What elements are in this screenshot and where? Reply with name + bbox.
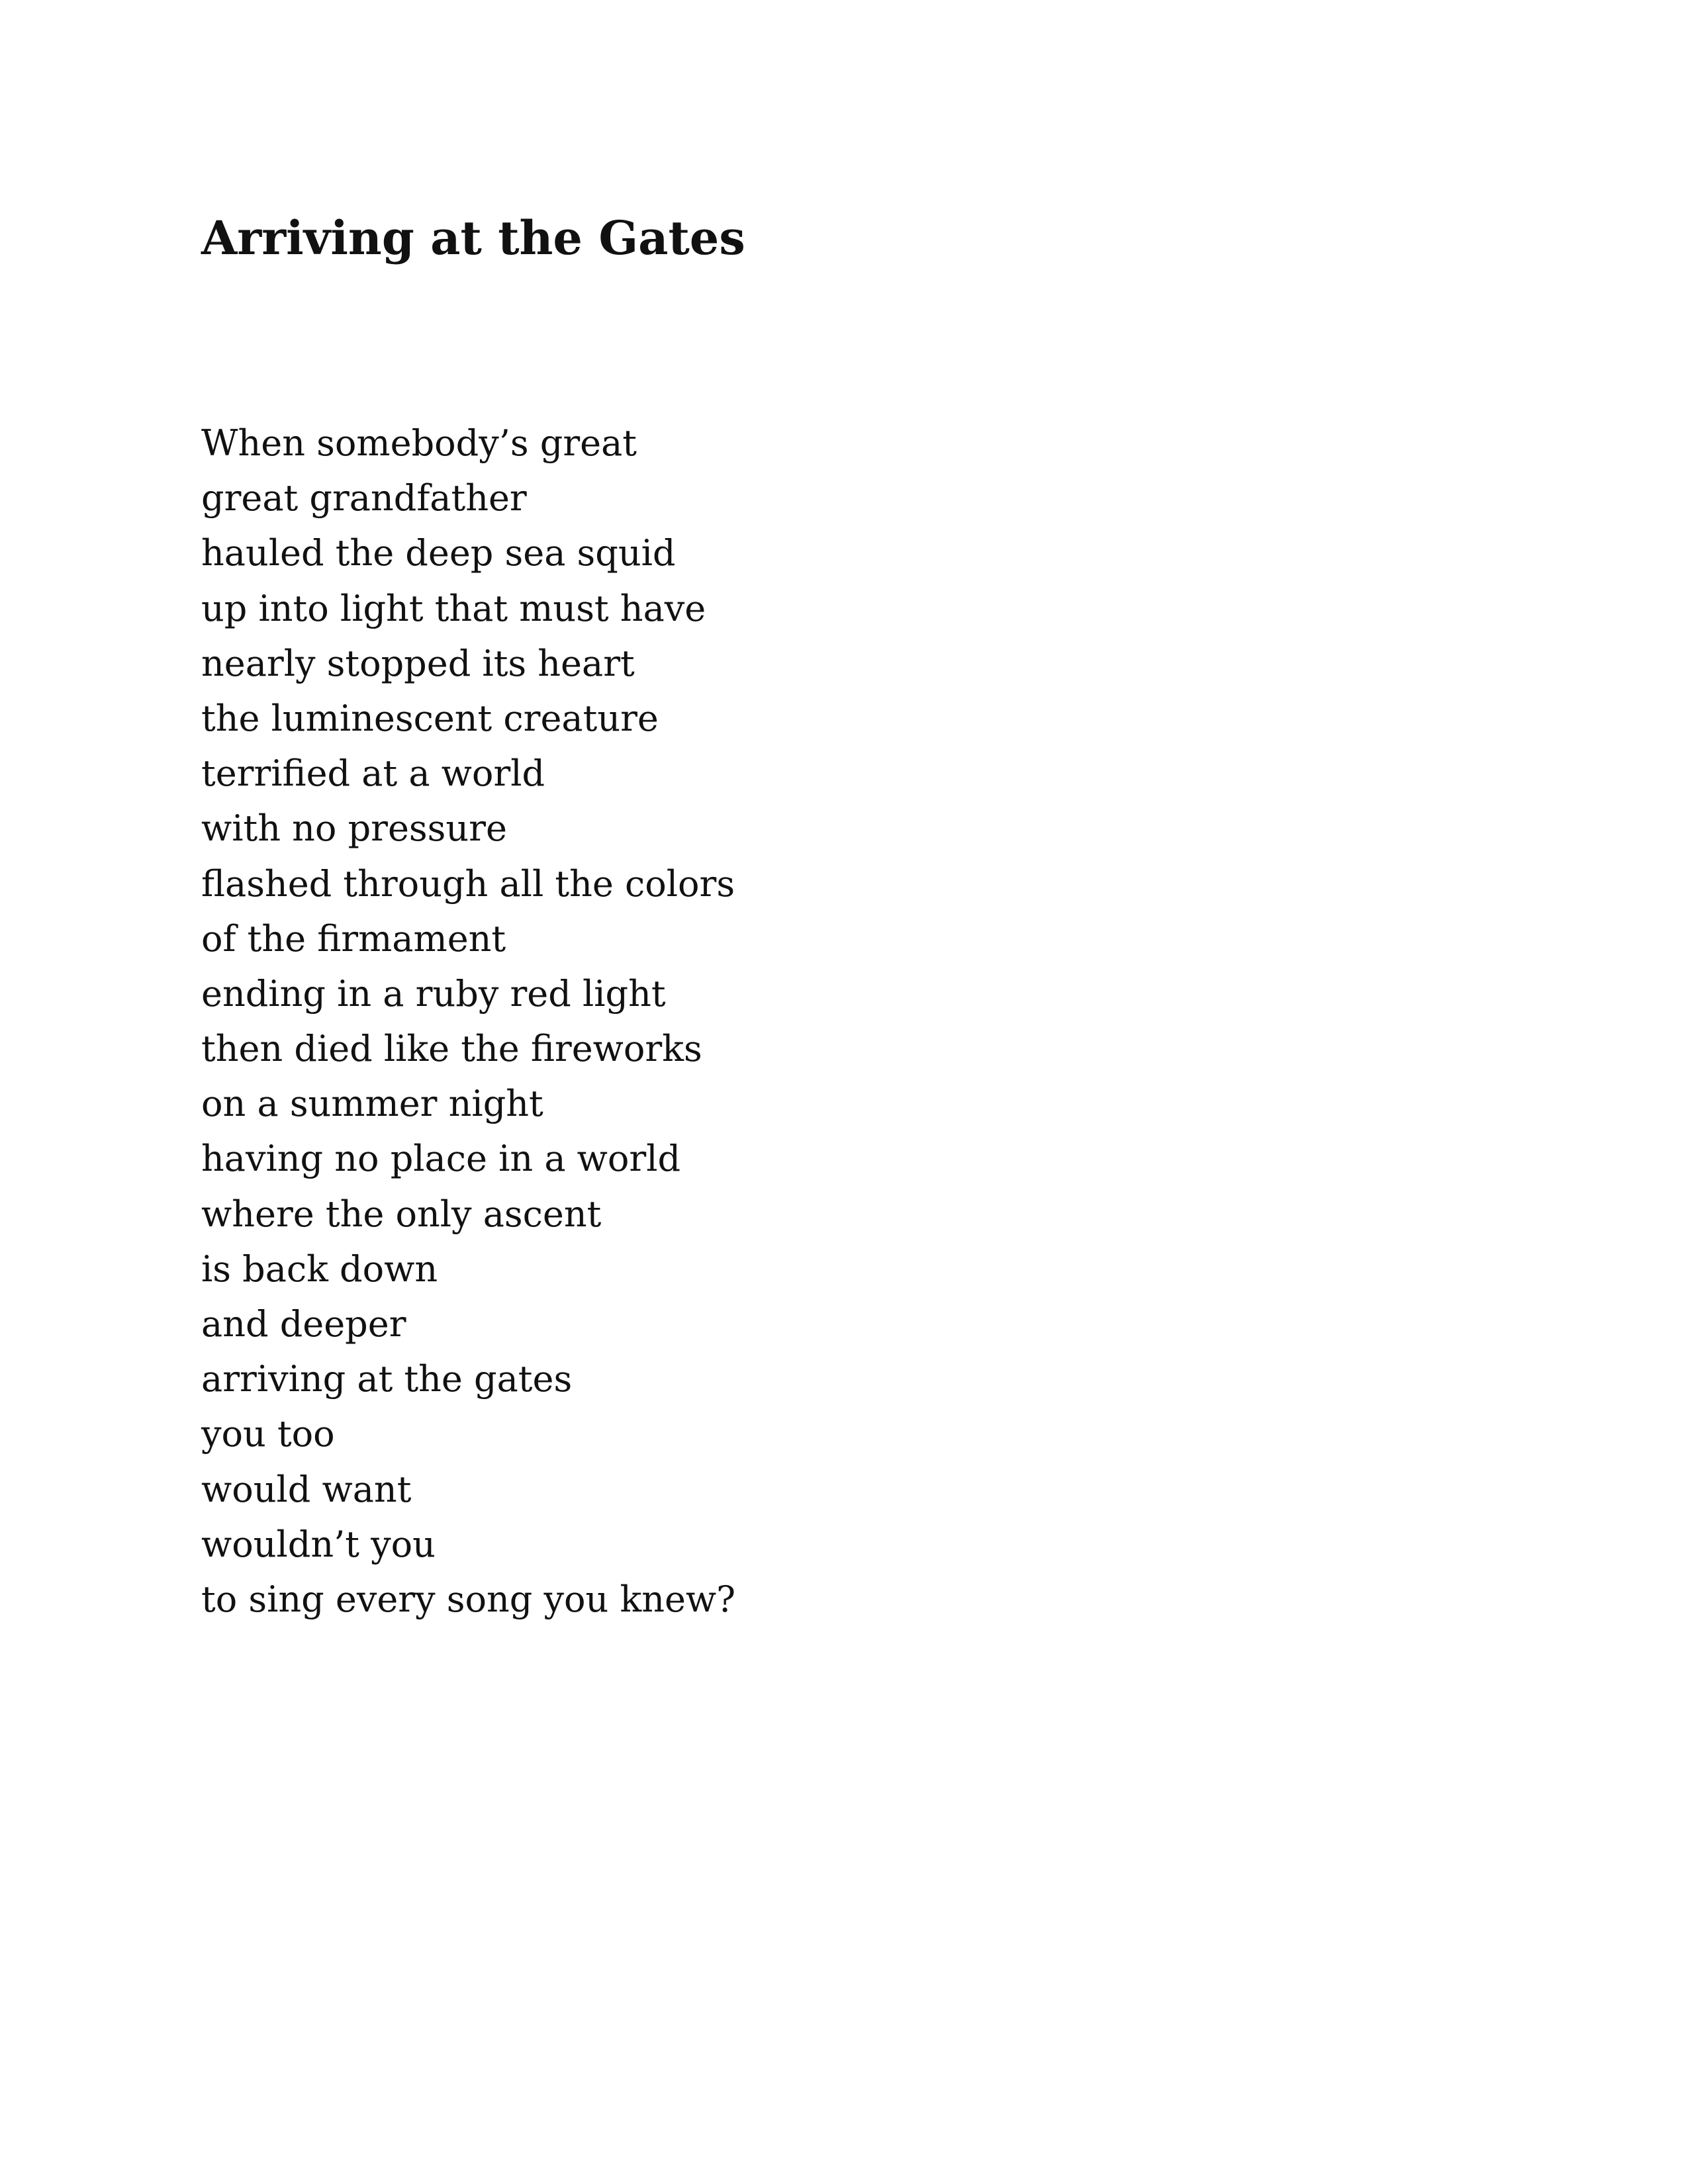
poem-line: with no pressure xyxy=(201,807,507,850)
poem-title: Arriving at the Gates xyxy=(201,210,745,265)
poem-line: of the firmament xyxy=(201,917,506,960)
poem-line: hauled the deep sea squid xyxy=(201,532,676,574)
poem-line: is back down xyxy=(201,1248,438,1290)
poem-line: great grandfather xyxy=(201,477,527,520)
poem-line: where the only ascent xyxy=(201,1193,602,1235)
poem-line: wouldn’t you xyxy=(201,1523,436,1565)
poem-line: terrified at a world xyxy=(201,752,545,795)
poem-line: and deeper xyxy=(201,1303,406,1345)
poem-line: on a summer night xyxy=(201,1083,543,1125)
poem-line: then died like the fireworks xyxy=(201,1028,702,1070)
poem-line: up into light that must have xyxy=(201,587,706,629)
poem-line: the luminescent creature xyxy=(201,697,659,739)
poem-line: flashed through all the colors xyxy=(201,862,735,905)
poem-line: ending in a ruby red light xyxy=(201,972,666,1015)
poem-line: having no place in a world xyxy=(201,1138,681,1180)
poem-line: arriving at the gates xyxy=(201,1358,573,1400)
poem-line: When somebody’s great xyxy=(201,422,637,464)
poem-line: would want xyxy=(201,1468,412,1510)
poem-line: to sing every song you knew? xyxy=(201,1578,736,1620)
poem-line: nearly stopped its heart xyxy=(201,642,635,684)
poem-line: you too xyxy=(201,1413,335,1455)
poem-body xyxy=(201,416,735,1627)
